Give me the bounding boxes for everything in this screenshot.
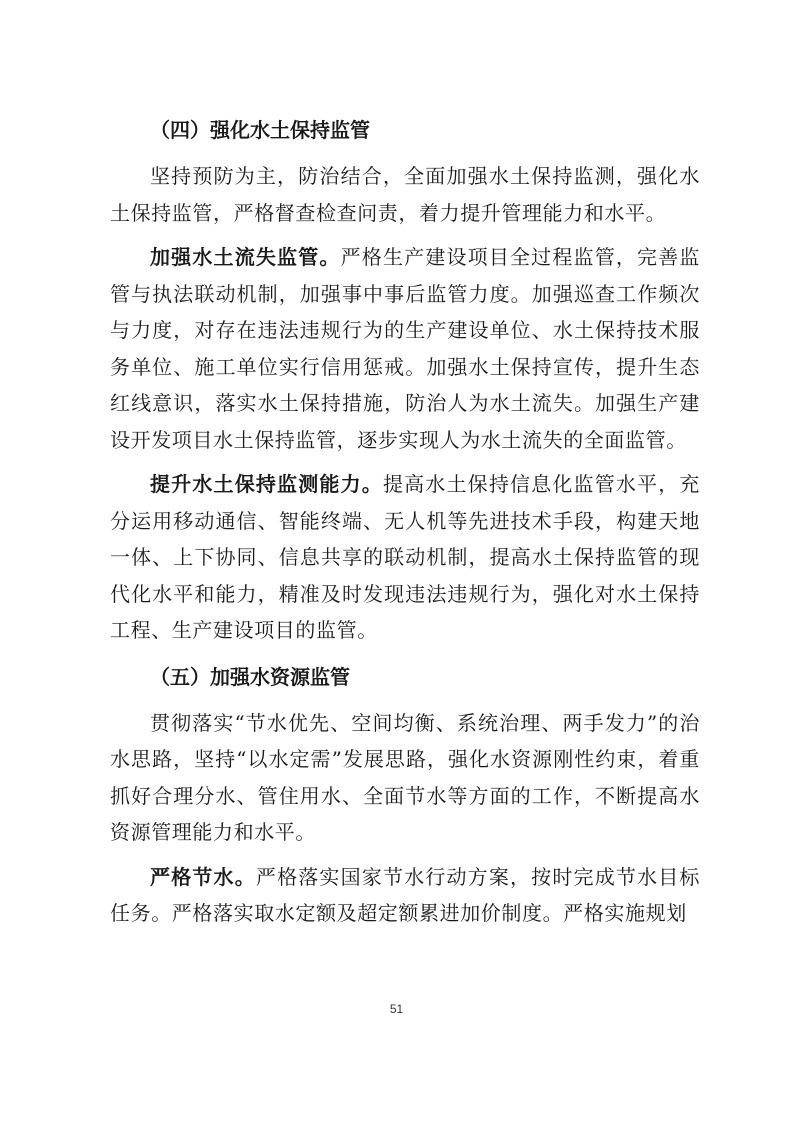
paragraph-erosion-supervision xyxy=(110,239,700,458)
paragraph-monitoring-capacity xyxy=(110,466,700,649)
paragraph-lead: 提升水土保持监测能力。 xyxy=(150,472,383,496)
page-number: 51 xyxy=(389,1002,404,1016)
paragraph-water-intro xyxy=(110,705,700,851)
paragraph-text: 提高水土保持信息化监管水平，充分运用移动通信、智能终端、无人机等先进技术手段，构建天地一体、上下协同、信息共享的联动机制，提高水土保持监管的现代化水平和能力，精准及时发现违法违规行为，强化对水土保持工程、生产建设项目的监管。 xyxy=(110,472,700,642)
section-heading-soil-conservation: （四）强化水土保持监管 xyxy=(150,118,370,142)
paragraph-text: 严格落实国家节水行动方案，按时完成节水目标任务。严格落实取水定额及超定额累进加价制度。严格实施规划 xyxy=(110,864,701,925)
paragraph-text: 坚持预防为主，防治结合，全面加强水土保持监测，强化水土保持监管，严格督查检查问责，着力提升管理能力和水平。 xyxy=(110,164,700,225)
section-heading-water-resources: （五）加强水资源监管 xyxy=(150,664,350,689)
paragraph-strict-water-saving xyxy=(110,859,700,932)
paragraph-lead: 严格节水。 xyxy=(150,864,256,889)
page-body xyxy=(110,110,700,932)
paragraph-text: 贯彻落实“节水优先、空间均衡、系统治理、两手发力”的治水思路，坚持“以水定需”发展思路，强化水资源刚性约束，着重抓好合理分水、管住用水、全面节水等方面的工作，不断提高水资源管理能力和水平。 xyxy=(110,710,700,844)
paragraph-text: 严格生产建设项目全过程监管，完善监管与执法联动机制，加强事中事后监管力度。加强巡查工作频次与力度，对存在违法违规行为的生产建设单位、水土保持技术服务单位、施工单位实行信用惩戒。加强水土保持宣传，提升生态红线意识，落实水土保持措施，防治人为水土流失。加强生产建设开发项目水土保持监管，逐步实现人为水土流失的全面监管。 xyxy=(110,245,701,452)
paragraph-soil-intro xyxy=(110,158,700,231)
paragraph-lead: 加强水土流失监管。 xyxy=(150,245,341,269)
